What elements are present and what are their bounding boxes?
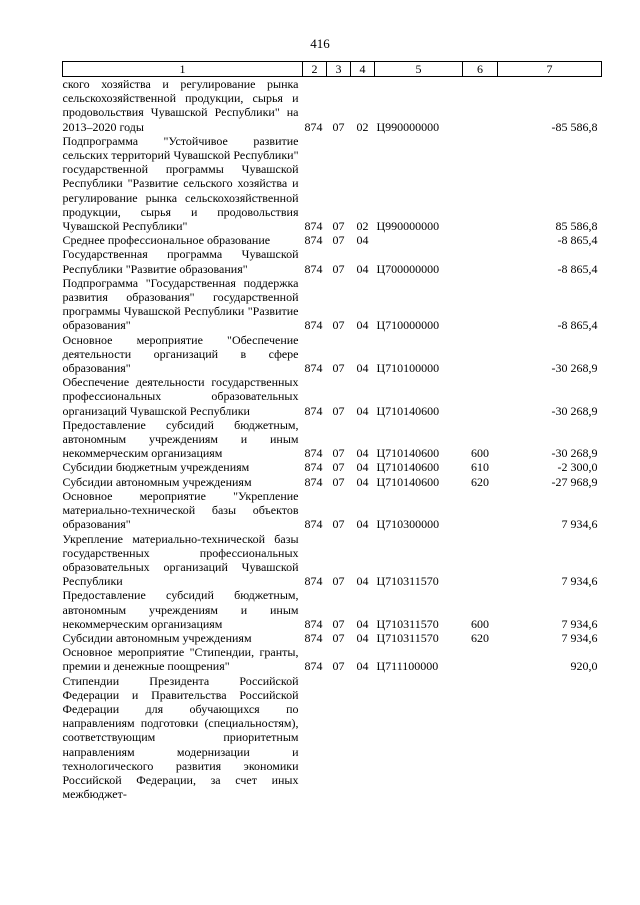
row-amount	[498, 674, 602, 802]
row-name: Укрепление материально-технической базы государственных профессиональных образовательных организаций Чувашской Республики	[62, 531, 299, 589]
row-section: 07	[332, 318, 345, 333]
row-name: Подпрограмма "Устойчивое развитие сельских территорий Чувашской Республики" государственной программы Чувашской Республики "Развитие сельского хозяйства и регулирование рынка сельскохозяйственной продукции, сырья и продовольствия Чувашской Республики"	[62, 133, 299, 234]
row-subsection: 04	[356, 233, 369, 248]
row-subsection: 04	[356, 261, 369, 276]
row-section: 07	[332, 119, 345, 134]
row-amount: -30 268,9	[551, 403, 598, 418]
table-row	[63, 375, 602, 418]
row-name: Основное мероприятие "Укрепление материально-технической базы объектов образования"	[62, 488, 299, 532]
row-target-item: Ц710311570	[376, 616, 439, 631]
row-target-item: Ц710000000	[376, 318, 440, 333]
row-section: 07	[332, 659, 345, 674]
row-amount: -8 865,4	[557, 233, 598, 248]
row-amount: -30 268,9	[551, 446, 598, 461]
row-name: Субсидии бюджетным учреждениям	[62, 460, 250, 475]
row-target-item: Ц710140600	[376, 446, 440, 461]
row-amount: -85 586,8	[551, 119, 598, 134]
header-col-6: 6	[463, 62, 498, 77]
row-amount: 7 934,6	[561, 616, 598, 631]
row-subsection: 04	[356, 361, 369, 376]
row-subsection: 04	[356, 659, 369, 674]
page-number: 416	[310, 36, 330, 51]
row-target-item: Ц711100000	[376, 659, 439, 674]
row-expense-type	[463, 645, 498, 673]
row-section: 07	[332, 474, 345, 489]
table-row	[63, 489, 602, 532]
row-admin-code: 874	[304, 219, 323, 234]
row-target-item: Ц700000000	[376, 261, 440, 276]
header-col-5: 5	[375, 62, 463, 77]
row-section: 07	[332, 446, 345, 461]
row-admin-code: 874	[304, 446, 323, 461]
row-target-item	[375, 674, 463, 802]
row-admin-code: 874	[304, 233, 323, 248]
row-subsection: 04	[356, 574, 369, 589]
row-target-item: Ц710100000	[376, 361, 440, 376]
row-target-item: Ц710300000	[376, 517, 440, 532]
row-amount: -8 865,4	[557, 261, 598, 276]
row-section: 07	[332, 219, 345, 234]
row-subsection: 04	[356, 630, 369, 645]
row-subsection: 04	[356, 474, 369, 489]
budget-table	[62, 61, 602, 801]
row-target-item: Ц710140600	[376, 460, 440, 475]
row-amount: 85 586,8	[555, 219, 598, 234]
row-section: 07	[332, 233, 345, 248]
table-row	[63, 475, 602, 489]
row-section: 07	[332, 517, 345, 532]
row-amount: 7 934,6	[561, 630, 598, 645]
row-expense-type: 600	[471, 446, 489, 461]
row-subsection: 02	[356, 219, 369, 234]
row-section: 07	[332, 616, 345, 631]
header-col-4: 4	[351, 62, 375, 77]
table-row	[63, 233, 602, 247]
row-name: Основное мероприятие "Стипендии, гранты, премии и денежные поощрения"	[62, 645, 299, 674]
row-subsection: 04	[356, 517, 369, 532]
row-section: 07	[332, 361, 345, 376]
row-target-item: Ц990000000	[376, 119, 440, 134]
row-amount: -30 268,9	[551, 361, 598, 376]
row-admin-code: 874	[304, 574, 323, 589]
row-name: Субсидии автономным учреждениям	[62, 474, 252, 489]
row-amount: -8 865,4	[557, 318, 598, 333]
row-amount: -2 300,0	[557, 460, 598, 475]
row-section: 07	[332, 574, 345, 589]
row-admin-code: 874	[304, 460, 323, 475]
row-name: Государственная программа Чувашской Республики "Развитие образования"	[62, 247, 299, 276]
row-name: Стипендии Президента Российской Федерации и Правительства Российской Федерации для обучающихся по направлениям подготовки (специальностям), соответствующим приоритетным направлениям модернизации и технологического развития экономики Российской Федерации, за счет иных межбюджет-	[62, 673, 299, 802]
row-admin-code: 874	[304, 517, 323, 532]
row-expense-type	[463, 134, 498, 233]
table-row	[63, 460, 602, 474]
table-row	[63, 418, 602, 461]
row-name: ского хозяйства и регулирование рынка сельскохозяйственной продукции, сырья и продовольствия Чувашской Республики" на 2013–2020 годы	[62, 77, 299, 134]
row-name: Обеспечение деятельности государственных профессиональных образовательных организаций Чувашской Республики	[62, 375, 299, 418]
header-col-1: 1	[63, 62, 303, 77]
row-expense-type	[463, 233, 498, 247]
table-row	[63, 674, 602, 802]
row-target-item: Ц710140600	[376, 403, 440, 418]
row-target-item	[375, 233, 463, 247]
row-name: Субсидии автономным учреждениям	[62, 630, 252, 645]
row-admin-code: 874	[304, 318, 323, 333]
row-subsection: 04	[356, 403, 369, 418]
row-admin-code: 874	[304, 630, 323, 645]
row-subsection	[351, 674, 375, 802]
table-row	[63, 588, 602, 631]
row-subsection: 04	[356, 318, 369, 333]
row-name: Подпрограмма "Государственная поддержка развития образования" государственной программы Чувашской Республики "Развитие образования"	[62, 275, 299, 333]
row-subsection: 02	[356, 119, 369, 134]
header-col-3: 3	[327, 62, 351, 77]
table-row	[63, 276, 602, 333]
row-expense-type	[463, 489, 498, 532]
table-row	[63, 631, 602, 645]
row-admin-code: 874	[304, 403, 323, 418]
row-target-item: Ц710311570	[376, 574, 439, 589]
row-name: Предоставление субсидий бюджетным, автономным учреждениям и иным некоммерческим организациям	[62, 417, 299, 461]
row-admin-code: 874	[304, 474, 323, 489]
row-expense-type	[463, 532, 498, 589]
table-row	[63, 134, 602, 233]
row-target-item: Ц710311570	[376, 630, 439, 645]
row-amount: -27 968,9	[551, 474, 598, 489]
row-name: Среднее профессиональное образование	[62, 233, 271, 248]
row-subsection: 04	[356, 616, 369, 631]
row-admin-code: 874	[304, 616, 323, 631]
header-col-2: 2	[303, 62, 327, 77]
row-section: 07	[332, 261, 345, 276]
row-admin-code: 874	[304, 119, 323, 134]
row-amount: 7 934,6	[561, 574, 598, 589]
table-row	[63, 532, 602, 589]
row-amount: 920,0	[570, 659, 598, 674]
row-admin-code	[303, 674, 327, 802]
row-expense-type	[463, 276, 498, 333]
row-name: Основное мероприятие "Обеспечение деятельности организаций в сфере образования"	[62, 332, 299, 376]
row-target-item: Ц990000000	[376, 219, 440, 234]
row-amount: 7 934,6	[561, 517, 598, 532]
row-expense-type: 620	[471, 630, 489, 645]
row-subsection: 04	[356, 460, 369, 475]
row-section	[327, 674, 351, 802]
row-section: 07	[332, 460, 345, 475]
row-section: 07	[332, 403, 345, 418]
row-expense-type: 600	[471, 616, 489, 631]
row-target-item: Ц710140600	[376, 474, 440, 489]
row-expense-type: 620	[471, 474, 489, 489]
table-row	[63, 333, 602, 376]
row-expense-type	[463, 674, 498, 802]
row-expense-type	[463, 247, 498, 275]
row-expense-type	[463, 333, 498, 376]
table-header-row	[63, 62, 602, 77]
row-subsection: 04	[356, 446, 369, 461]
row-section: 07	[332, 630, 345, 645]
row-admin-code: 874	[304, 659, 323, 674]
row-expense-type	[463, 375, 498, 418]
row-admin-code: 874	[304, 261, 323, 276]
row-name: Предоставление субсидий бюджетным, автономным учреждениям и иным некоммерческим организациям	[62, 588, 299, 631]
row-expense-type: 610	[471, 460, 489, 475]
header-col-7: 7	[498, 62, 602, 77]
table-row	[63, 247, 602, 275]
row-admin-code: 874	[304, 361, 323, 376]
table-row	[63, 77, 602, 134]
table-row	[63, 645, 602, 673]
row-expense-type	[463, 77, 498, 134]
